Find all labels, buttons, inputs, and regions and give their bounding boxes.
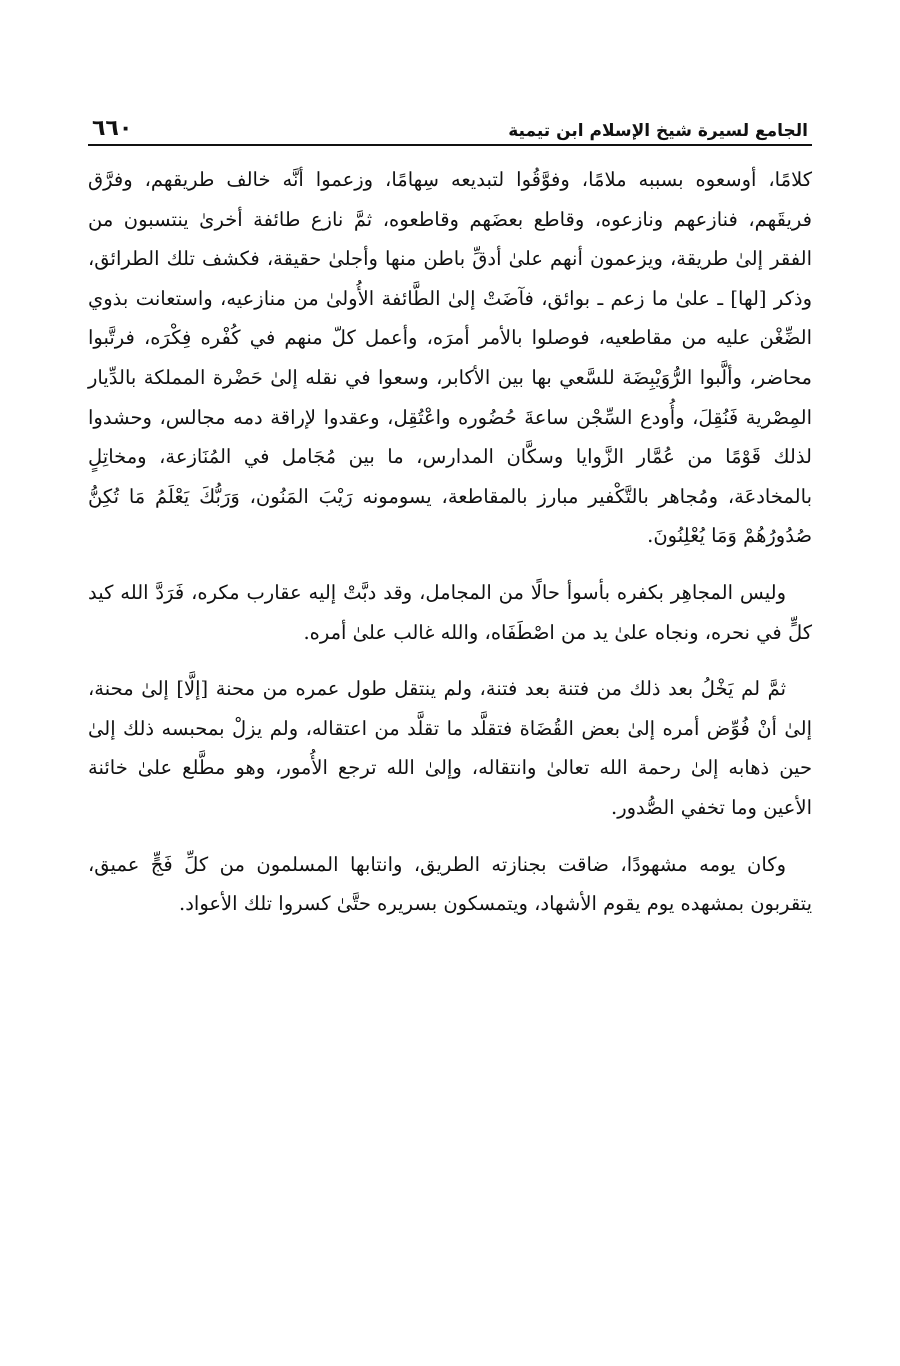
quran-verse: وَرَبُّكَ يَعْلَمُ مَا تُكِنُّ صُدُورُهُمْ وَمَا يُعْلِنُونَ.: [88, 484, 812, 548]
running-header: [88, 100, 812, 146]
paragraph: [88, 669, 812, 827]
paragraph-text: ثمَّ لم يَخْلُ بعد ذلك من فتنة بعد فتنة، ولم ينتقل طول عمره من محنة [إلَّا] إلىٰ محنة، إلىٰ أنْ فُوِّض أمره إلىٰ بعض القُضَاة فتقلَّد ما تقلَّد من اعتقاله، ولم يزلْ بمحبسه ذلك إلىٰ حين ذهابه إلىٰ رحمة الله تعالىٰ وانتقاله، وإلىٰ الله ترجع الأُمور، وهو مطَّلع علىٰ خائنة الأعين وما تخفي الصُّدور.: [88, 677, 812, 819]
paragraph: [88, 573, 812, 652]
book-page: [88, 100, 812, 924]
page-number: ٦٦٠: [92, 116, 133, 141]
paragraph: [88, 160, 812, 556]
paragraph-text: وليس المجاهِر بكفره بأسوأ حالًا من المجامل، وقد دبَّتْ إليه عقارب مكره، فَرَدَّ الله كيد كلٍّ في نحره، ونجاه علىٰ يد من اصْطَفَاه، والله غالب علىٰ أمره.: [88, 580, 812, 644]
paragraph-text: كلامًا، أوسعوه بسببه ملامًا، وفوَّقُوا لتبديعه سِهامًا، وزعموا أنَّه خالف طريقهم، وفرَّق فريقَهم، فنازعهم ونازعوه، وقاطع بعضَهم وقاطعوه، ثمَّ نازع طائفة أخرىٰ ينتسبون من الفقر إلىٰ طريقة، ويزعمون أنهم علىٰ أدقِّ باطن منها وأجلىٰ حقيقة، فكشف تلك الطرائق، وذكر [لها] ـ علىٰ ما زعم ـ بوائق، فآضَتْ إلىٰ الطَّائفة الأُولىٰ من منازعيه، واستعانت بذوي الضِّغْن عليه من مقاطعيه، فوصلوا بالأمر أمرَه، وأعمل كلّ منهم في كُفْره فِكْرَه، فرتَّبوا محاضر، وألَّبوا الرُّوَيْبِضَة للسَّعي بها بين الأكابر، وسعوا في نقله إلىٰ حَضْرة المملكة بالدِّيار المِصْرية فَنُقِلَ، وأُودع السِّجْن ساعةَ حُضُوره واعْتُقِل، وعقدوا لإراقة دمه مجالس، وحشدوا لذلك قَوْمًا من عُمَّار الزَّوايا وسكَّان المدارس، ما بين مُجَامل في المُنَازعة، ومخاتِلٍ بالمخادعَة، ومُجاهر بالتَّكْفير مبارز بالمقاطعة، يسومونه رَيْبَ المَنُون،: [88, 168, 813, 508]
paragraph: [88, 845, 812, 924]
paragraph-text: وكان يومه مشهودًا، ضاقت بجنازته الطريق، وانتابها المسلمون من كلِّ فَجٍّ عميق، يتقربون بمشهده يوم يقوم الأشهاد، ويتمسكون بسريره حتَّىٰ كسروا تلك الأعواد.: [88, 852, 812, 916]
body-text: [88, 160, 812, 924]
book-title: الجامع لسيرة شيخ الإسلام ابن تيمية: [508, 121, 808, 141]
